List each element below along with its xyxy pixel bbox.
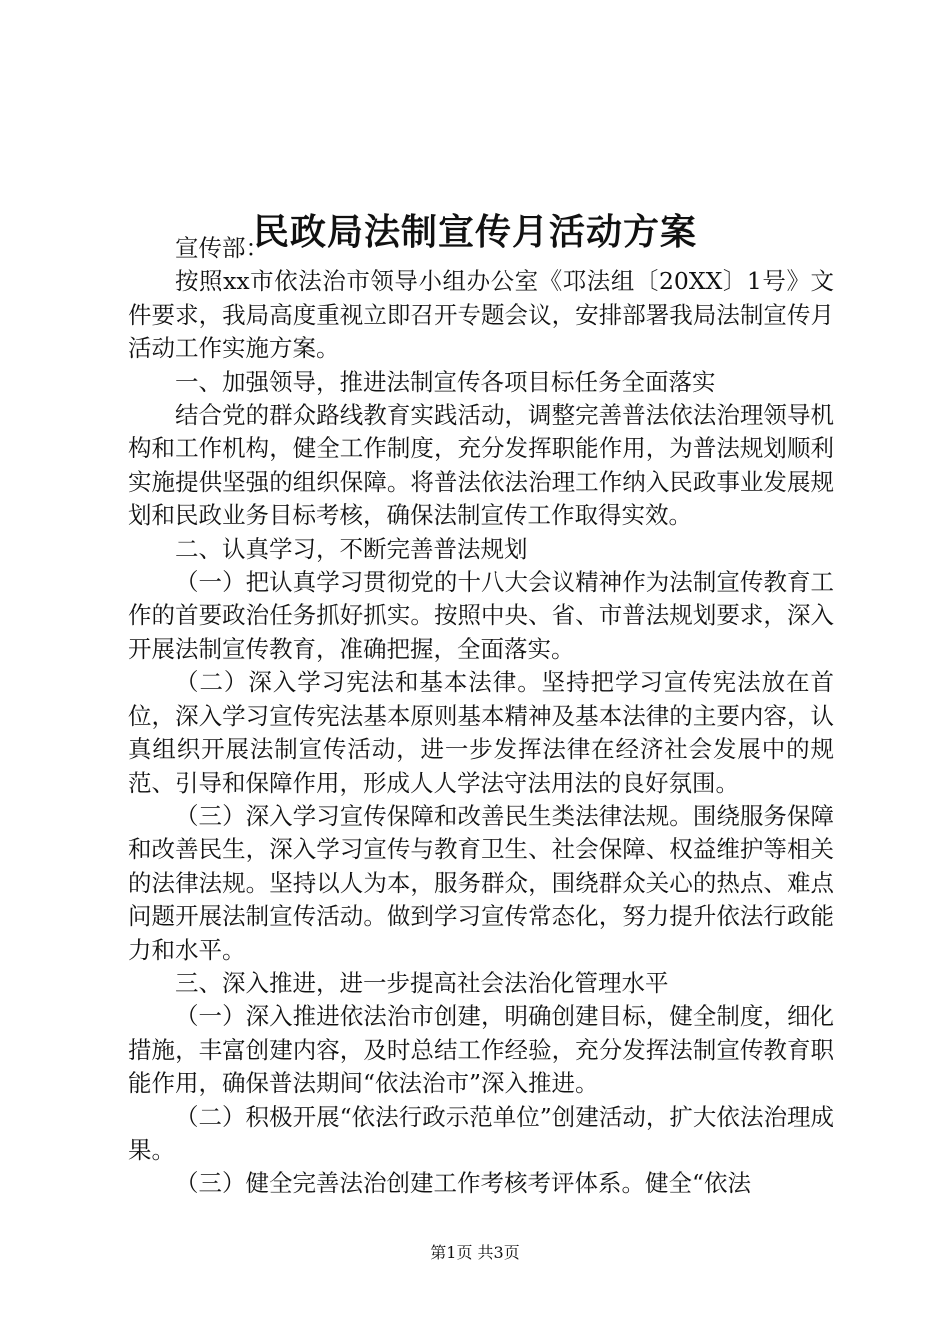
paragraph-intro: 按照xx市依法治市领导小组办公室《邛法组〔20XX〕1号》文件要求，我局高度重视立即召开专题会议，安排部署我局法制宣传月活动工作实施方案。 [128,267,834,363]
section-heading-1: 一、加强领导，推进法制宣传各项目标任务全面落实 [175,367,716,396]
document-body [128,232,834,1201]
document-title: 民政局法制宣传月活动方案 [252,211,697,254]
section-heading-3: 三、深入推进，进一步提高社会法治化管理水平 [175,968,669,997]
paragraph-3-3: （三）健全完善法治创建工作考核考评体系。健全“依法 [175,1169,752,1198]
page-number: 第1页 共3页 [430,1243,520,1262]
paragraph-3-1: （一）深入推进依法治市创建，明确创建目标，健全制度，细化措施，丰富创建内容，及时总结工作经验，充分发挥法制宣传教育职能作用，确保普法期间“依法治市”深入推进。 [128,1002,834,1098]
section-heading-2: 二、认真学习，不断完善普法规划 [175,534,528,563]
paragraph-2-1: （一）把认真学习贯彻党的十八大会议精神作为法制宣传教育工作的首要政治任务抓好抓实。按照中央、省、市普法规划要求，深入开展法制宣传教育，准确把握，全面落实。 [128,568,834,663]
paragraph-2-2: （二）深入学习宪法和基本法律。坚持把学习宣传宪法放在首位，深入学习宣传宪法基本原则基本精神及基本法律的主要内容，认真组织开展法制宣传活动，进一步发挥法律在经济社会发展中的规范、引导和保障作用，形成人人学法守法用法的良好氛围。 [128,668,834,797]
paragraph-2-3: （三）深入学习宣传保障和改善民生类法律法规。围绕服务保障和改善民生，深入学习宣传与教育卫生、社会保障、权益维护等相关的法律法规。坚持以人为本，服务群众，围绕群众关心的热点、难点问题开展法制宣传活动。做到学习宣传常态化，努力提升依法行政能力和水平。 [128,801,834,964]
paragraph-addressee: 宣传部： [175,234,269,262]
paragraph-section-1: 结合党的群众路线教育实践活动，调整完善普法依法治理领导机构和工作机构，健全工作制度，充分发挥职能作用，为普法规划顺利实施提供坚强的组织保障。将普法依法治理工作纳入民政事业发展规划和民政业务目标考核，确保法制宣传工作取得实效。 [128,401,834,530]
paragraph-3-2: （二）积极开展“依法行政示范单位”创建活动，扩大依法治理成果。 [128,1102,834,1164]
